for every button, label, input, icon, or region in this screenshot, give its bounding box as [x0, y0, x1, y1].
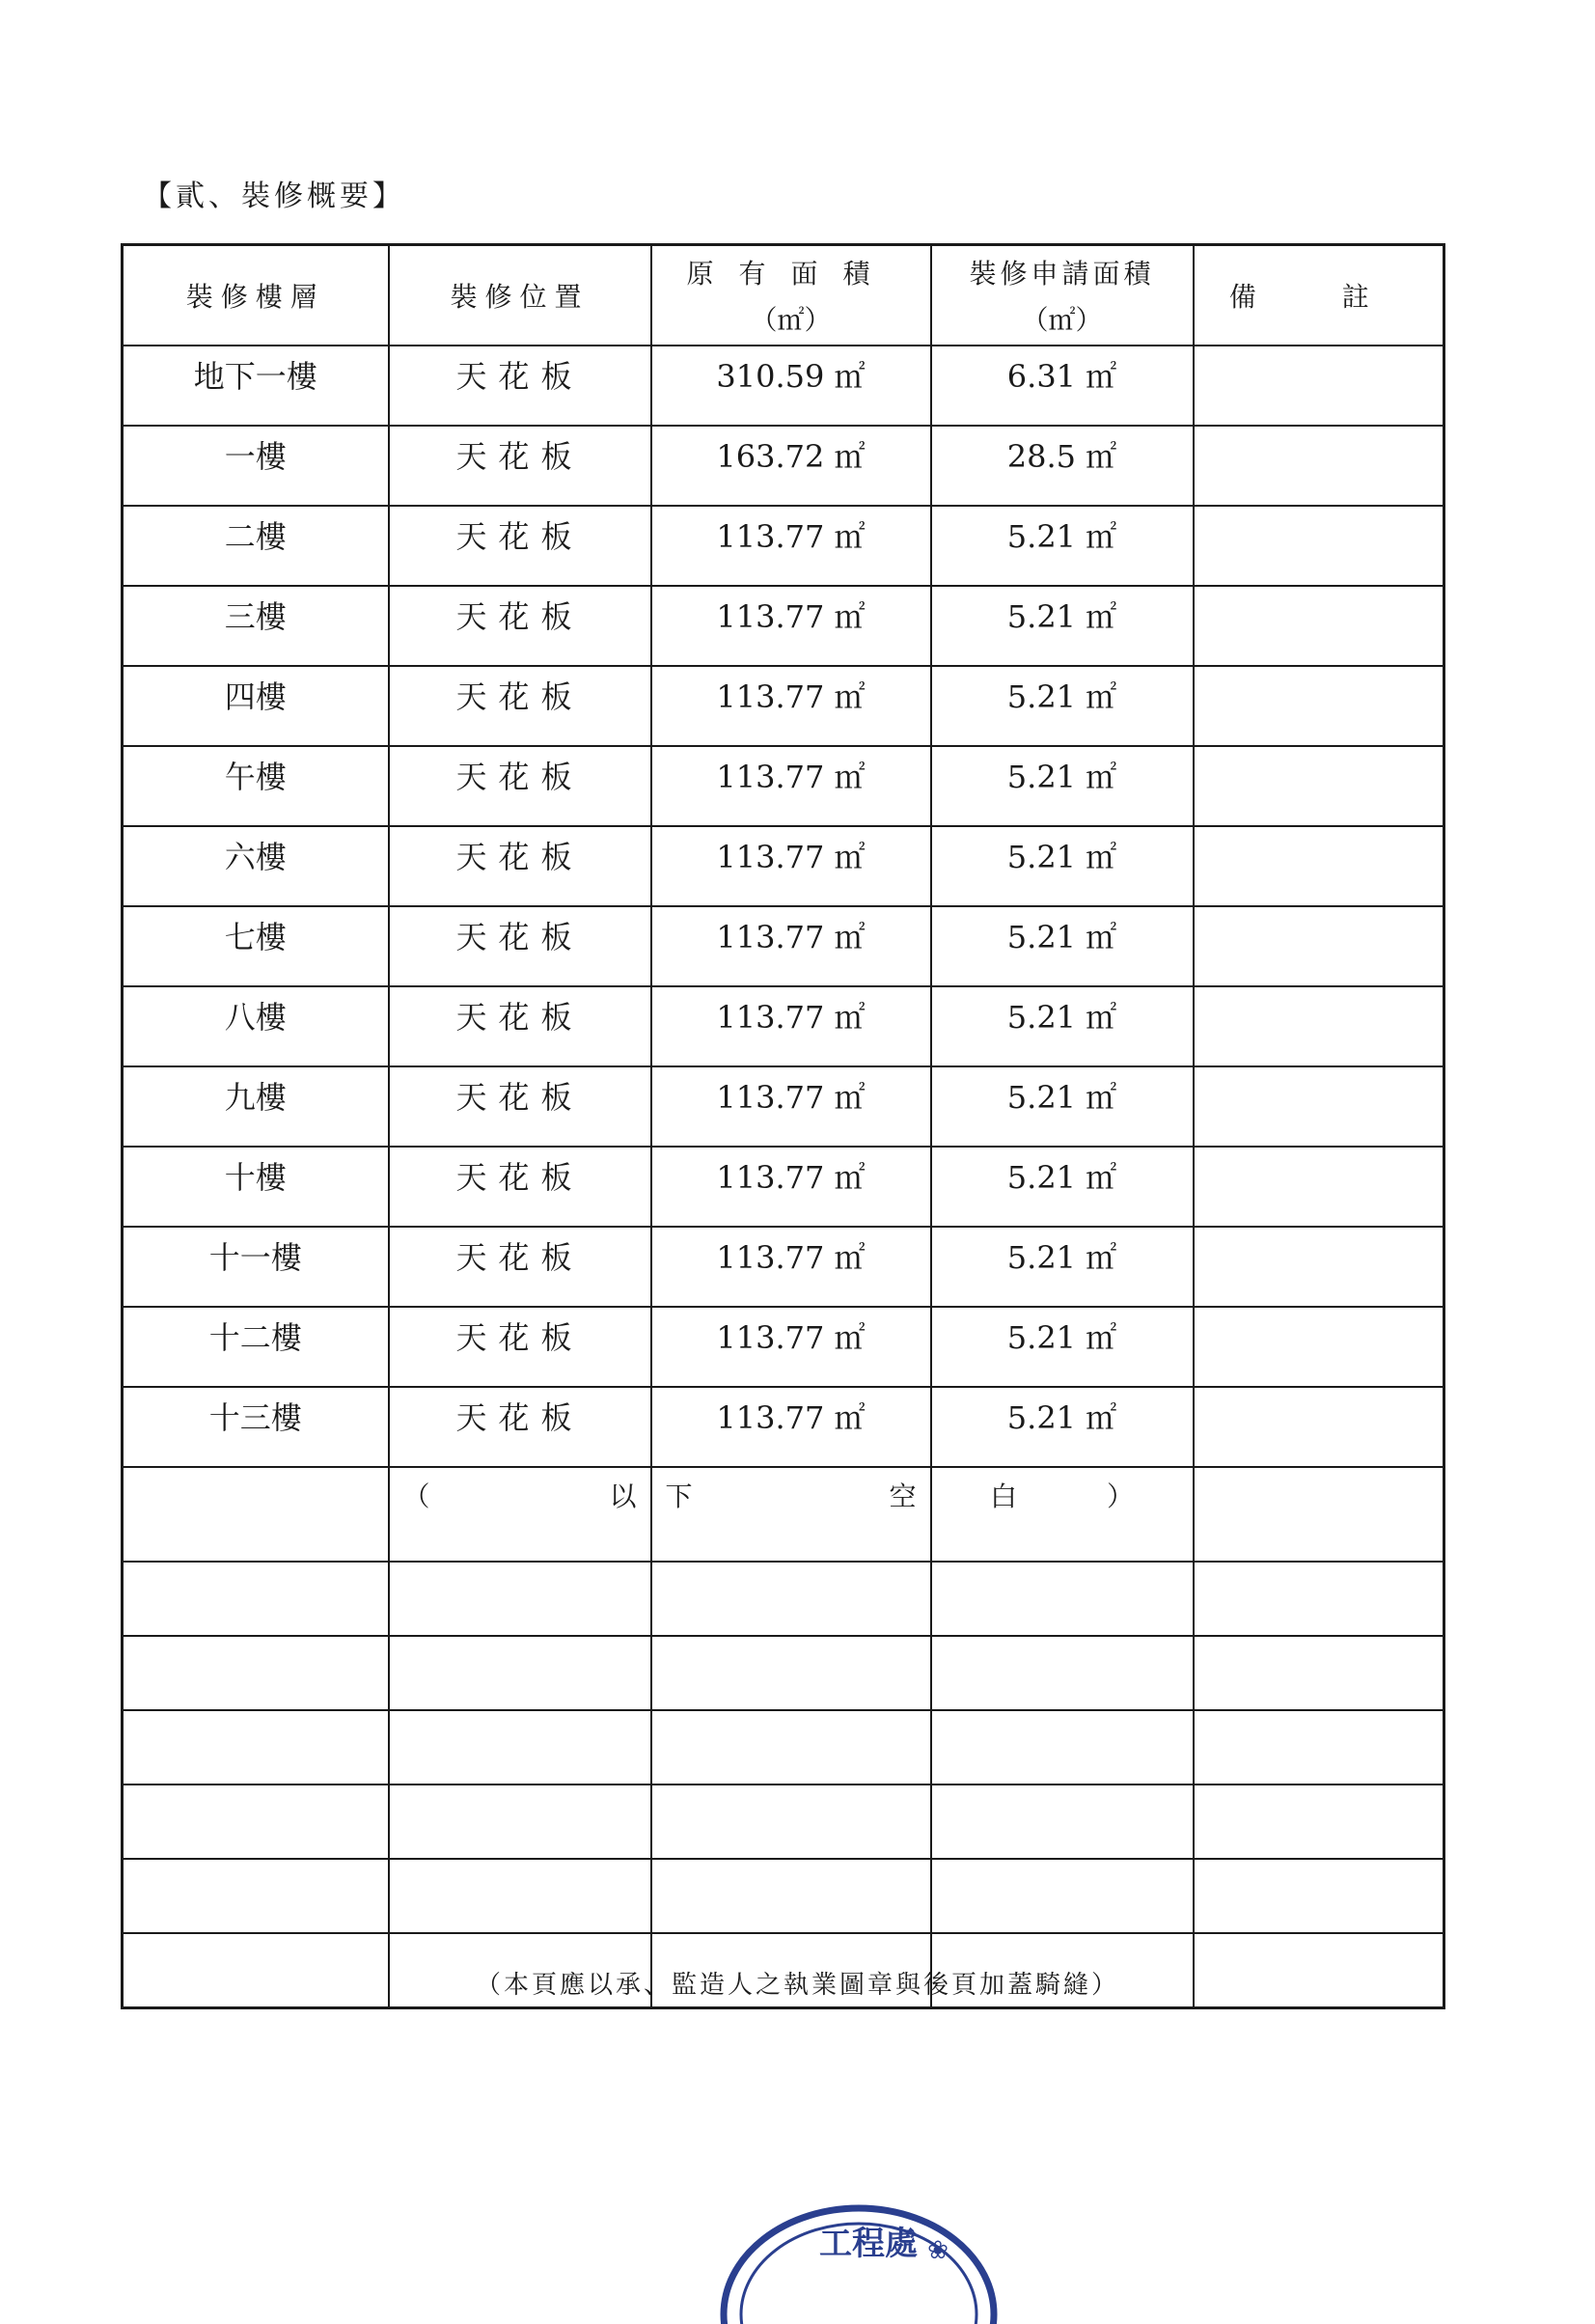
- cell-floor: 三樓: [123, 586, 389, 666]
- cell-original-area: 163.72 ㎡: [651, 426, 931, 506]
- cell-floor: 九樓: [123, 1066, 389, 1147]
- cell-original-area: 113.77 ㎡: [651, 1066, 931, 1147]
- cell-floor: 一樓: [123, 426, 389, 506]
- cell-applied-area: 28.5 ㎡: [931, 426, 1194, 506]
- table-row: [123, 506, 1444, 586]
- cell-floor: 八樓: [123, 986, 389, 1066]
- header-applied-area-label: 裝修申請面積: [969, 258, 1155, 290]
- empty-row: [123, 1859, 1444, 1933]
- cell-original-area: 113.77 ㎡: [651, 906, 931, 986]
- cell-applied-area: 5.21 ㎡: [931, 986, 1194, 1066]
- cell-remarks: [1194, 666, 1444, 746]
- cell-original-area: 310.59 ㎡: [651, 346, 931, 426]
- table-row: [123, 986, 1444, 1066]
- cell-location: 天花板: [389, 506, 651, 586]
- table-row: [123, 906, 1444, 986]
- cell-original-area: 113.77 ㎡: [651, 586, 931, 666]
- cell-location: [389, 1467, 651, 1562]
- table-row: [123, 1387, 1444, 1467]
- cell-applied-area: 5.21 ㎡: [931, 1066, 1194, 1147]
- header-original-area: [651, 245, 931, 346]
- cell-original-area: 113.77 ㎡: [651, 1387, 931, 1467]
- table-row: [123, 826, 1444, 906]
- cell-applied-area: [931, 1467, 1194, 1562]
- filler-row: [123, 1467, 1444, 1562]
- filler-char: 空: [889, 1480, 917, 1512]
- filler-char: 以: [609, 1480, 637, 1512]
- cell-floor: 十二樓: [123, 1307, 389, 1387]
- table-row: [123, 346, 1444, 426]
- cell-remarks: [1194, 1387, 1444, 1467]
- table-header-row: [123, 245, 1444, 346]
- cell-original-area: 113.77 ㎡: [651, 746, 931, 826]
- cell-original-area: 113.77 ㎡: [651, 1307, 931, 1387]
- cell-applied-area: 5.21 ㎡: [931, 1307, 1194, 1387]
- cell-original-area: 113.77 ㎡: [651, 986, 931, 1066]
- cell-applied-area: 5.21 ㎡: [931, 826, 1194, 906]
- cell-applied-area: 5.21 ㎡: [931, 746, 1194, 826]
- cell-applied-area: 5.21 ㎡: [931, 1227, 1194, 1307]
- cell-location: 天花板: [389, 826, 651, 906]
- cell-remarks: [1194, 1147, 1444, 1227]
- cell-floor: 六樓: [123, 826, 389, 906]
- empty-row: [123, 1562, 1444, 1636]
- header-location: 裝修位置: [389, 245, 651, 346]
- cell-remarks: [1194, 1227, 1444, 1307]
- cell-floor: 七樓: [123, 906, 389, 986]
- cell-remarks: [1194, 906, 1444, 986]
- cell-original-area: 113.77 ㎡: [651, 666, 931, 746]
- cell-original-area: 113.77 ㎡: [651, 1227, 931, 1307]
- filler-note-part: [652, 1476, 930, 1514]
- cell-floor: 十樓: [123, 1147, 389, 1227]
- table-row: [123, 746, 1444, 826]
- cell-remarks: [1194, 426, 1444, 506]
- cell-location: 天花板: [389, 986, 651, 1066]
- cell-remarks: [1194, 506, 1444, 586]
- cell-applied-area: 5.21 ㎡: [931, 1147, 1194, 1227]
- cell-location: 天花板: [389, 426, 651, 506]
- cell-floor: 二樓: [123, 506, 389, 586]
- cell-floor: 午樓: [123, 746, 389, 826]
- official-seal-stamp: [714, 2170, 1004, 2324]
- cell-remarks: [1194, 346, 1444, 426]
- cell-remarks: [1194, 826, 1444, 906]
- cell-floor: 十一樓: [123, 1227, 389, 1307]
- empty-row: [123, 1710, 1444, 1784]
- cell-original-area: 113.77 ㎡: [651, 1147, 931, 1227]
- cell-floor: 四樓: [123, 666, 389, 746]
- seal-flower-icon: ❀: [927, 2236, 949, 2265]
- cell-remarks: [1194, 1307, 1444, 1387]
- cell-location: 天花板: [389, 1307, 651, 1387]
- cell-location: 天花板: [389, 746, 651, 826]
- table-row: [123, 1227, 1444, 1307]
- table-row: [123, 1066, 1444, 1147]
- cell-applied-area: 6.31 ㎡: [931, 346, 1194, 426]
- cell-original-area: 113.77 ㎡: [651, 826, 931, 906]
- header-floor: 裝修樓層: [123, 245, 389, 346]
- filler-char: 下: [665, 1480, 693, 1512]
- cell-floor: [123, 1467, 389, 1562]
- filler-char: ）: [1106, 1480, 1134, 1512]
- cell-location: 天花板: [389, 346, 651, 426]
- seal-text: 工程處: [819, 2225, 918, 2263]
- filler-note-part: [932, 1476, 1193, 1514]
- cell-location: 天花板: [389, 1227, 651, 1307]
- header-remarks: [1194, 245, 1444, 346]
- cell-applied-area: 5.21 ㎡: [931, 906, 1194, 986]
- table-row: [123, 586, 1444, 666]
- section-title: 【貳、裝修概要】: [143, 180, 405, 213]
- cell-remarks: [1194, 746, 1444, 826]
- cell-applied-area: 5.21 ㎡: [931, 1387, 1194, 1467]
- cell-original-area: [651, 1467, 931, 1562]
- cell-location: 天花板: [389, 1066, 651, 1147]
- header-applied-area: [931, 245, 1194, 346]
- cell-remarks: [1194, 1066, 1444, 1147]
- cell-floor: 地下一樓: [123, 346, 389, 426]
- cell-location: 天花板: [389, 1387, 651, 1467]
- cell-original-area: 113.77 ㎡: [651, 506, 931, 586]
- footnote: （本頁應以承、監造人之執業圖章與後頁加蓋騎縫）: [475, 1971, 1119, 2000]
- cell-remarks: [1194, 586, 1444, 666]
- filler-note-part: [390, 1476, 650, 1514]
- cell-floor: 十三樓: [123, 1387, 389, 1467]
- empty-row: [123, 1636, 1444, 1710]
- header-applied-area-unit: （㎡）: [1021, 304, 1103, 336]
- cell-remarks: [1194, 1467, 1444, 1562]
- empty-row: [123, 1784, 1444, 1859]
- table-row: [123, 666, 1444, 746]
- table-row: [123, 426, 1444, 506]
- table-row: [123, 1307, 1444, 1387]
- header-remarks-label: 備 註: [1228, 281, 1408, 313]
- header-original-area-label: 原有面積: [686, 258, 895, 290]
- filler-char: 白: [989, 1480, 1017, 1512]
- table-row: [123, 1147, 1444, 1227]
- cell-location: 天花板: [389, 1147, 651, 1227]
- header-original-area-unit: （㎡）: [750, 304, 832, 336]
- cell-applied-area: 5.21 ㎡: [931, 666, 1194, 746]
- cell-location: 天花板: [389, 586, 651, 666]
- filler-char: （: [402, 1480, 430, 1512]
- cell-applied-area: 5.21 ㎡: [931, 506, 1194, 586]
- cell-applied-area: 5.21 ㎡: [931, 586, 1194, 666]
- cell-location: 天花板: [389, 666, 651, 746]
- cell-location: 天花板: [389, 906, 651, 986]
- renovation-summary-table: [121, 243, 1445, 2009]
- cell-remarks: [1194, 986, 1444, 1066]
